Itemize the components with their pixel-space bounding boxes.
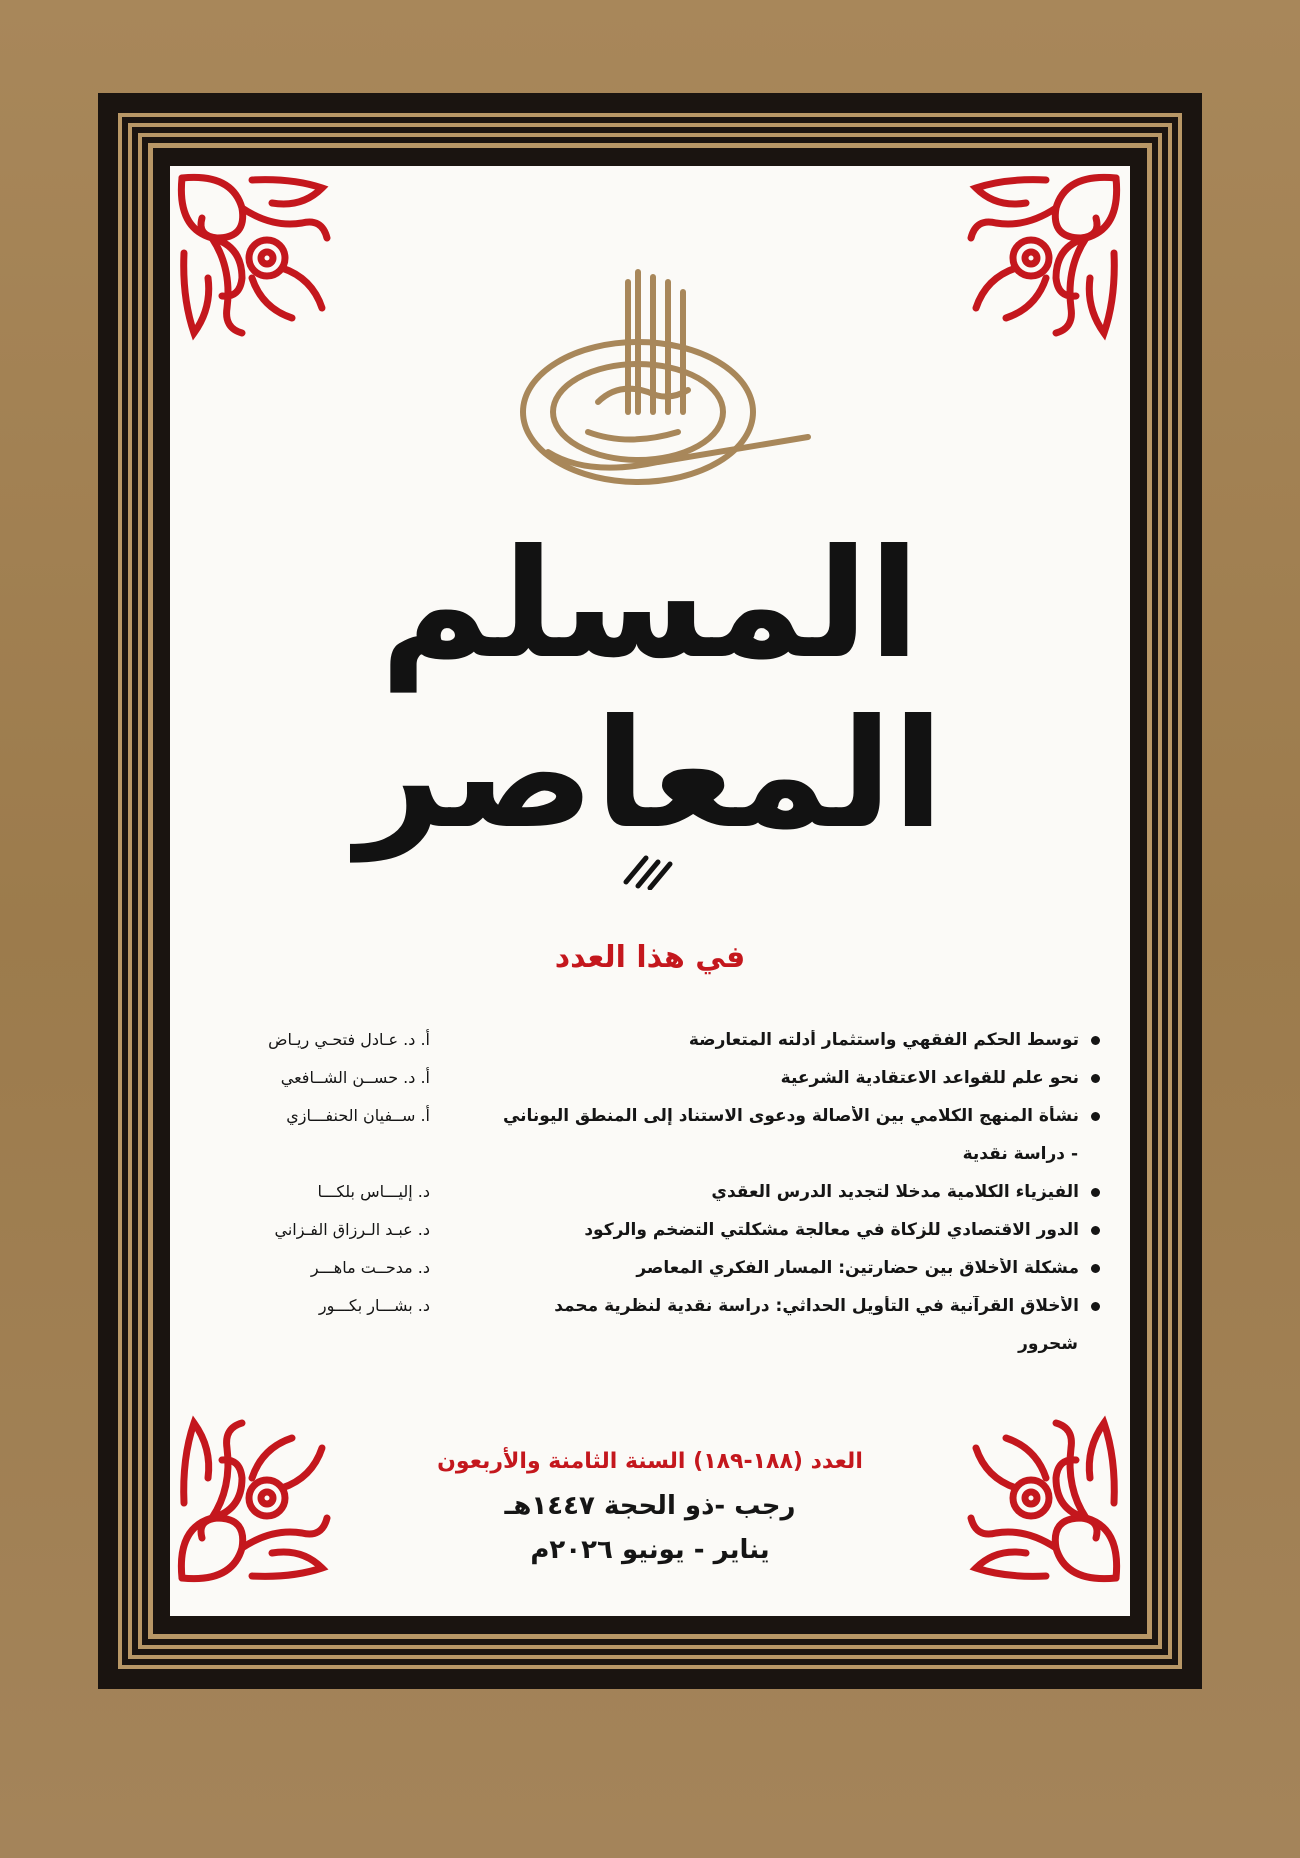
- issue-gregorian-date: يناير - يونيو ٢٠٢٦م: [530, 1535, 770, 1565]
- issue-number: العدد (١٨٨-١٨٩) السنة الثامنة والأربعون: [437, 1449, 863, 1474]
- toc-title: مشكلة الأخلاق بين حضارتين: المسار الفكري المعاصر: [636, 1258, 1079, 1278]
- toc-title: الفيزياء الكلامية مدخلا لتجديد الدرس العقدي: [711, 1182, 1079, 1202]
- toc-author: أ. ســفيان الحنفـــازي: [286, 1106, 430, 1125]
- toc-author: د. بشـــار بكـــور: [318, 1296, 430, 1315]
- bullet-icon: [1091, 1074, 1100, 1083]
- toc-title: الدور الاقتصادي للزكاة في معالجة مشكلتي التضخم والركود: [584, 1220, 1079, 1240]
- table-of-contents: [180, 1030, 1100, 1372]
- toc-item-continuation: [180, 1334, 1100, 1372]
- basmala-calligraphy-icon: [488, 262, 818, 502]
- issue-hijri-date: رجب -ذو الحجة ١٤٤٧هـ: [504, 1491, 796, 1521]
- toc-title: نشأة المنهج الكلامي بين الأصالة ودعوى الاستناد إلى المنطق اليوناني: [502, 1106, 1079, 1126]
- toc-item: [180, 1106, 1100, 1144]
- bullet-icon: [1091, 1264, 1100, 1273]
- toc-author: أ. د. حســن الشــافعي: [280, 1068, 430, 1087]
- corner-ornament-icon: [958, 1412, 1126, 1588]
- toc-item: [180, 1258, 1100, 1296]
- corner-ornament-icon: [172, 168, 340, 344]
- toc-item: [180, 1182, 1100, 1220]
- toc-author: د. عبـد الـرزاق الفـزاني: [274, 1220, 430, 1239]
- toc-title: الأخلاق القرآنية في التأويل الحداثي: دراسة نقدية لنظرية محمد: [554, 1296, 1079, 1316]
- section-title: في هذا العدد: [554, 940, 746, 975]
- issue-info: [360, 1440, 940, 1572]
- toc-item: [180, 1296, 1100, 1334]
- toc-item: [180, 1030, 1100, 1068]
- bullet-icon: [1091, 1226, 1100, 1235]
- toc-item: [180, 1068, 1100, 1106]
- bullet-icon: [1091, 1112, 1100, 1121]
- masthead-line-2: المعاصر: [356, 688, 944, 862]
- toc-item: [180, 1220, 1100, 1258]
- toc-author: أ. د. عـادل فتحـي ريـاض: [268, 1030, 430, 1049]
- toc-item-continuation: [180, 1144, 1100, 1182]
- toc-title-continuation: شحرور: [1018, 1334, 1078, 1354]
- masthead-title: [240, 520, 1060, 890]
- masthead-dash-ornament-icon: [618, 850, 678, 890]
- toc-title-continuation: - دراسة نقدية: [962, 1144, 1078, 1164]
- toc-author: د. إليـــاس بلكـــا: [317, 1182, 430, 1201]
- corner-ornament-icon: [958, 168, 1126, 344]
- corner-ornament-icon: [172, 1412, 340, 1588]
- bullet-icon: [1091, 1036, 1100, 1045]
- toc-title: نحو علم للقواعد الاعتقادية الشرعية: [780, 1068, 1079, 1088]
- bullet-icon: [1091, 1302, 1100, 1311]
- masthead-line-1: المسلم: [380, 518, 920, 692]
- toc-title: توسط الحكم الفقهي واستثمار أدلته المتعارضة: [688, 1030, 1079, 1050]
- toc-author: د. مدحــت ماهـــر: [310, 1258, 430, 1277]
- bullet-icon: [1091, 1188, 1100, 1197]
